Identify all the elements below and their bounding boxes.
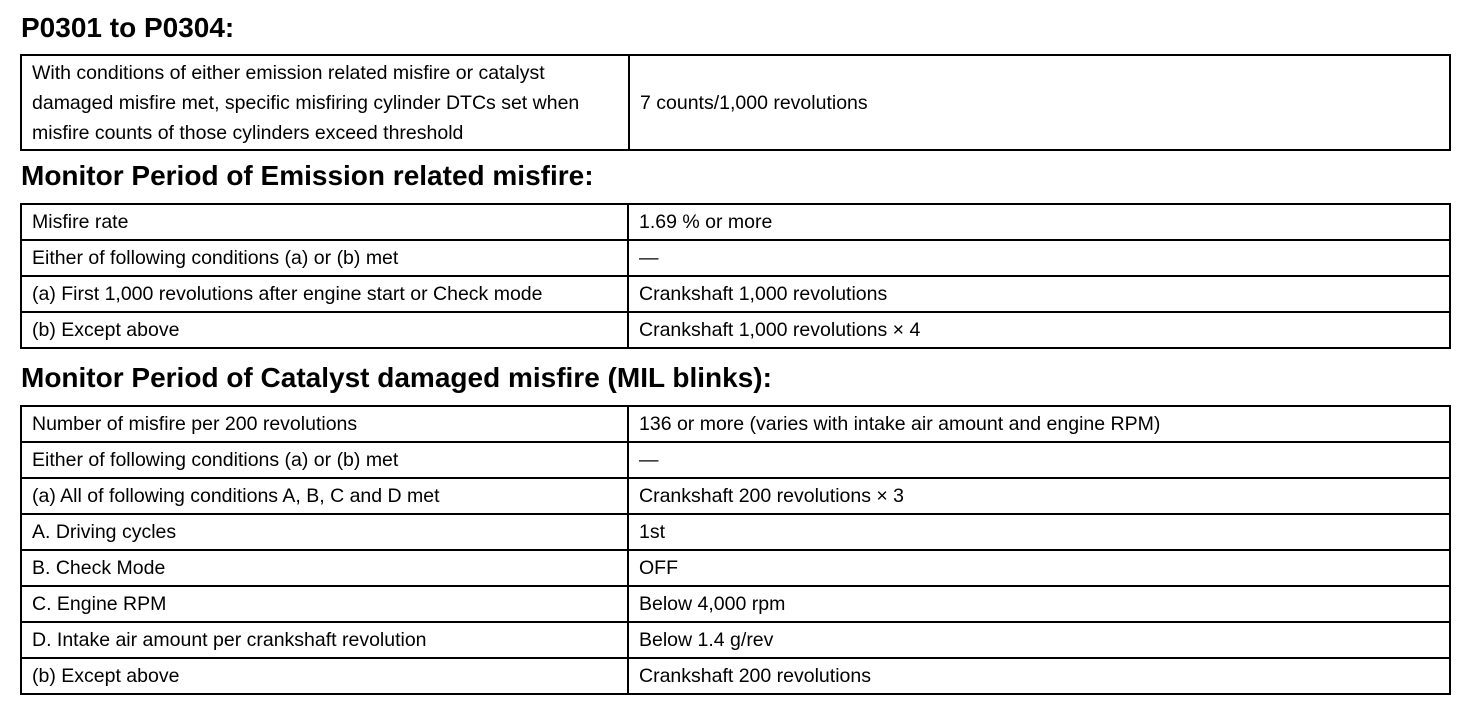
threshold-table: [20, 54, 1451, 151]
condition-cell: (a) All of following conditions A, B, C and D met: [21, 478, 628, 514]
value-cell: 7 counts/1,000 revolutions: [629, 55, 1450, 150]
table-row: [21, 658, 1450, 694]
value-cell: Below 4,000 rpm: [628, 586, 1450, 622]
condition-cell: (b) Except above: [21, 312, 628, 348]
table-row: [21, 55, 1450, 150]
table-row: [21, 586, 1450, 622]
value-cell: Crankshaft 1,000 revolutions: [628, 276, 1450, 312]
condition-cell: [21, 55, 629, 150]
table-row: [21, 550, 1450, 586]
table-row: [21, 478, 1450, 514]
condition-cell: B. Check Mode: [21, 550, 628, 586]
value-cell: OFF: [628, 550, 1450, 586]
table-row: [21, 406, 1450, 442]
condition-cell: C. Engine RPM: [21, 586, 628, 622]
condition-cell: Either of following conditions (a) or (b) met: [21, 240, 628, 276]
section-heading-emission-misfire: Monitor Period of Emission related misfire:: [21, 160, 594, 191]
table-row: [21, 514, 1450, 550]
condition-cell: Misfire rate: [21, 204, 628, 240]
table-row: [21, 442, 1450, 478]
condition-cell: Number of misfire per 200 revolutions: [21, 406, 628, 442]
value-cell: Below 1.4 g/rev: [628, 622, 1450, 658]
condition-cell: A. Driving cycles: [21, 514, 628, 550]
table-row: [21, 240, 1450, 276]
condition-cell: D. Intake air amount per crankshaft revolution: [21, 622, 628, 658]
catalyst-misfire-table: [20, 405, 1451, 695]
section-heading-p0301-p0304: P0301 to P0304:: [21, 12, 235, 43]
value-cell: 136 or more (varies with intake air amount and engine RPM): [628, 406, 1450, 442]
table-row: [21, 622, 1450, 658]
section-heading-catalyst-misfire: Monitor Period of Catalyst damaged misfire (MIL blinks):: [21, 362, 772, 393]
condition-cell: (a) First 1,000 revolutions after engine start or Check mode: [21, 276, 628, 312]
value-cell: Crankshaft 1,000 revolutions × 4: [628, 312, 1450, 348]
value-cell: 1.69 % or more: [628, 204, 1450, 240]
table-row: [21, 312, 1450, 348]
value-cell: Crankshaft 200 revolutions: [628, 658, 1450, 694]
value-cell: Crankshaft 200 revolutions × 3: [628, 478, 1450, 514]
table-row: [21, 276, 1450, 312]
condition-text: With conditions of either emission related misfire or catalyst damaged misfire met, specific misfiring cylinder DTCs set when misfire counts of those cylinders exceed threshold: [32, 61, 580, 144]
condition-cell: Either of following conditions (a) or (b) met: [21, 442, 628, 478]
value-cell: —: [628, 240, 1450, 276]
value-cell: —: [628, 442, 1450, 478]
condition-cell: (b) Except above: [21, 658, 628, 694]
emission-misfire-table: [20, 203, 1451, 349]
value-cell: 1st: [628, 514, 1450, 550]
table-row: [21, 204, 1450, 240]
